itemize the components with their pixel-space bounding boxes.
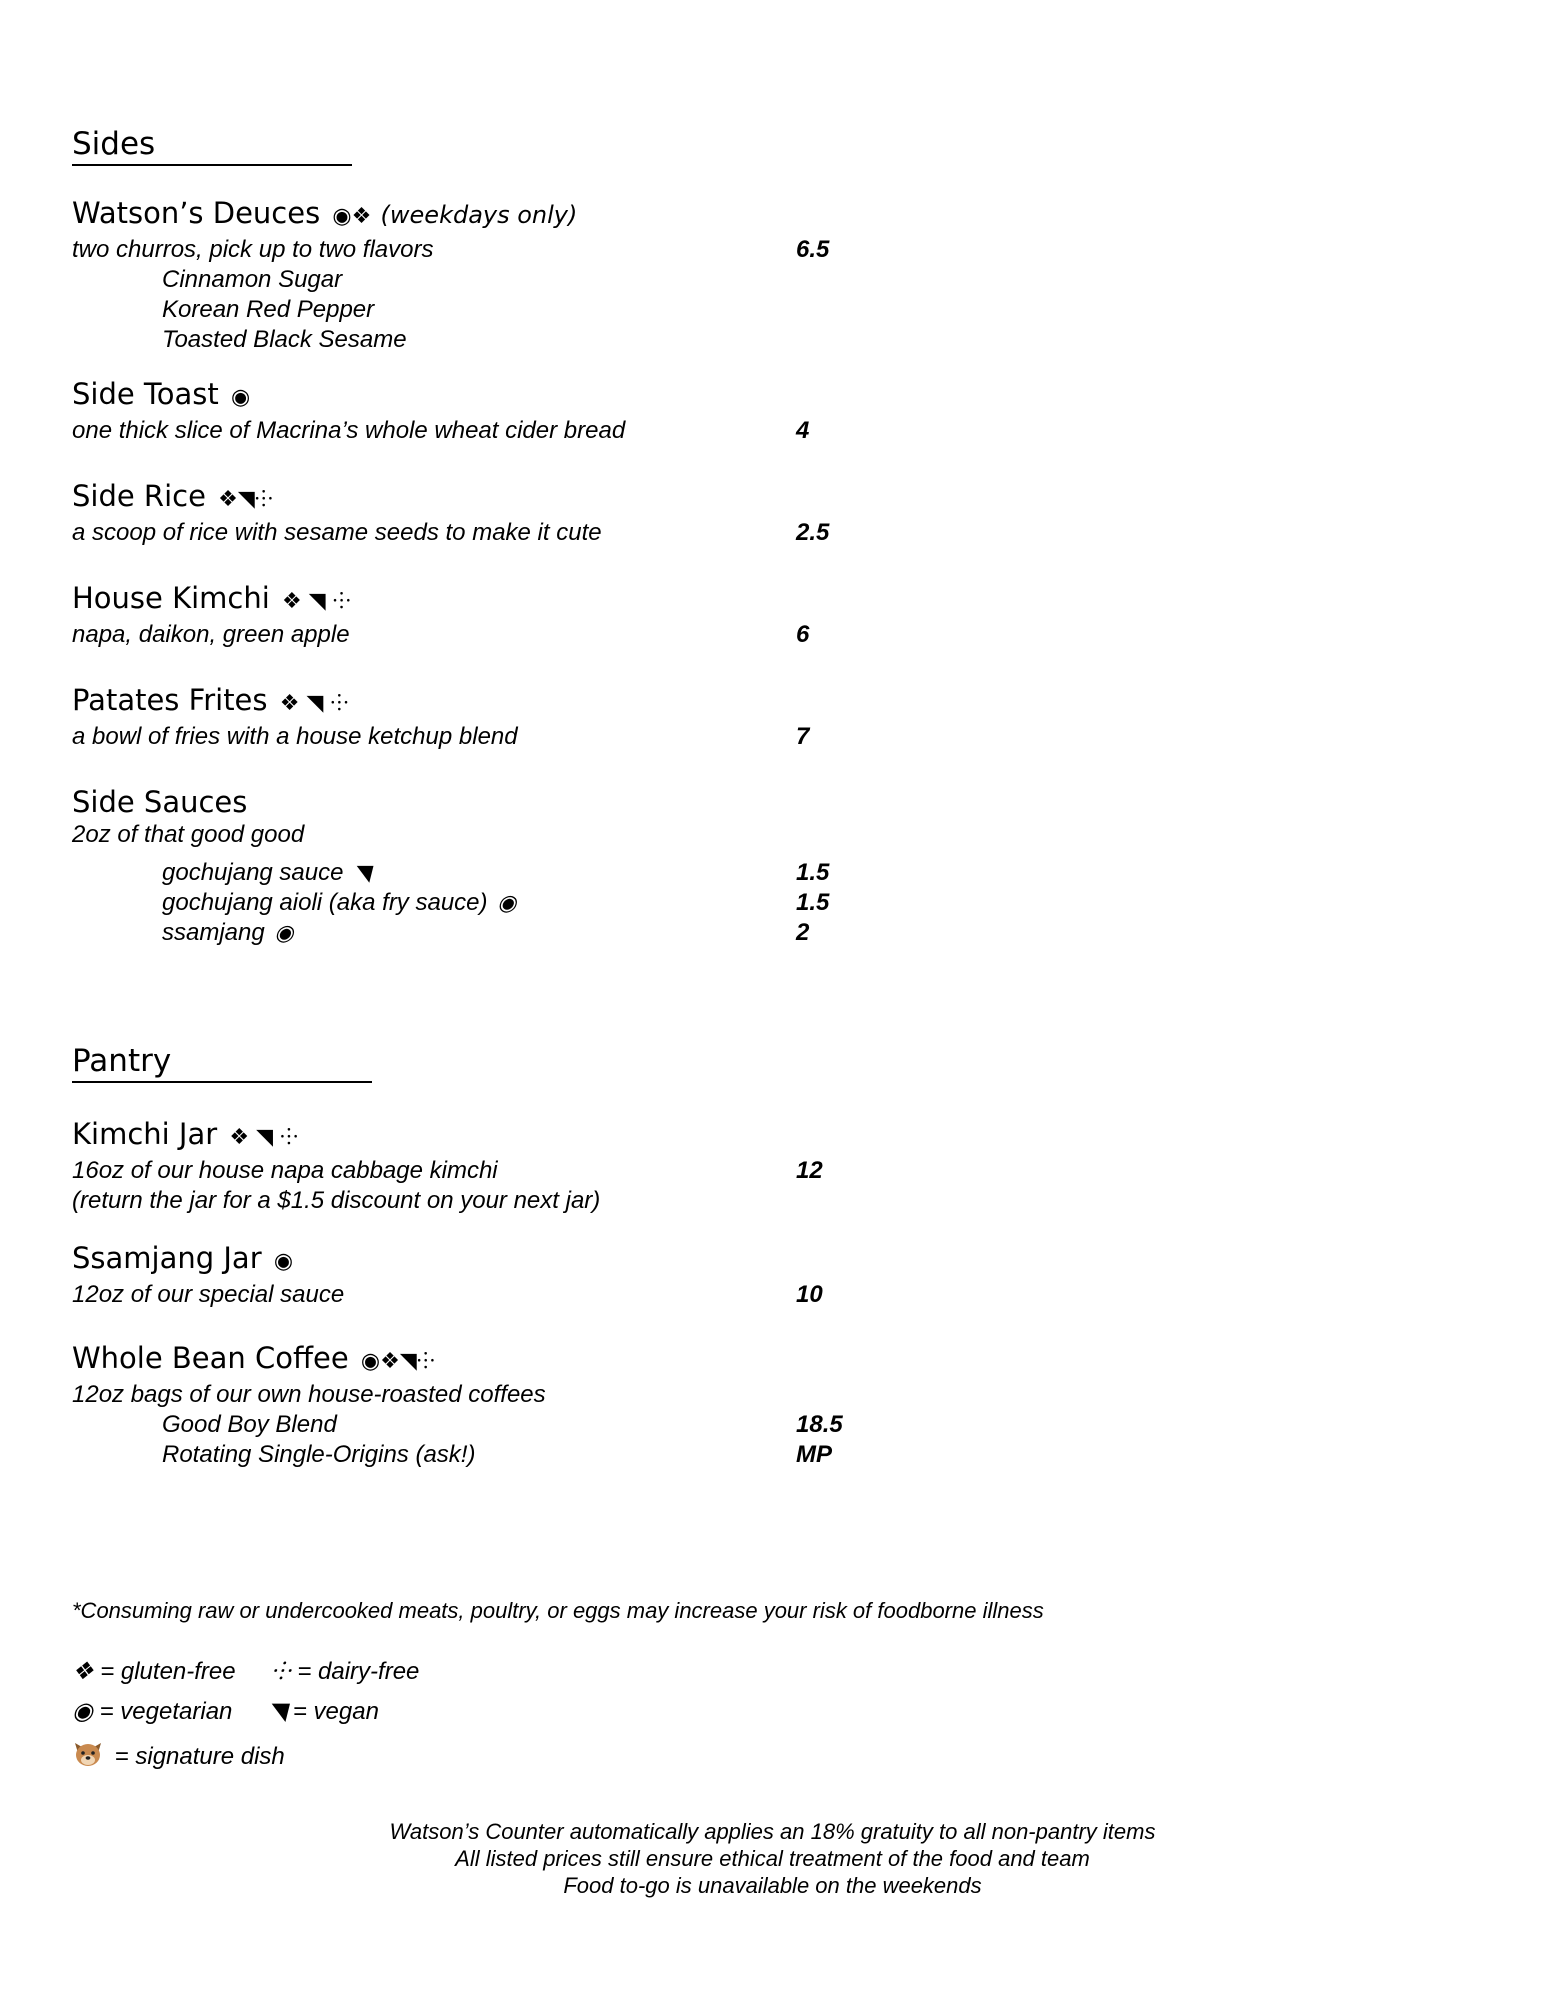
- diet-symbols-icon: ❖ ◥ ⸭: [282, 589, 351, 614]
- item-description: 12oz bags of our own house-roasted coffees: [72, 1381, 546, 1408]
- diet-symbols-icon: ◉: [273, 1249, 294, 1274]
- vegan-icon: ◥: [267, 1698, 287, 1725]
- item-note: (weekdays only): [380, 201, 578, 229]
- item-name: Whole Bean Coffee: [72, 1341, 349, 1375]
- legend-row-1: [72, 1656, 419, 1688]
- item-description: two churros, pick up to two flavors: [72, 236, 434, 263]
- dairy-free-icon: ⸭: [270, 1658, 291, 1685]
- menu-item-side-rice: [72, 478, 872, 548]
- item-price: 2.5: [796, 519, 830, 546]
- item-name: Ssamjang Jar: [72, 1241, 262, 1275]
- item-name: Side Rice: [72, 479, 206, 513]
- flavor-option: Cinnamon Sugar: [162, 266, 343, 293]
- item-description: napa, daikon, green apple: [72, 621, 350, 648]
- item-description: a bowl of fries with a house ketchup blend: [72, 723, 518, 750]
- item-price: 10: [796, 1281, 823, 1308]
- diet-symbols-icon: ◉: [230, 385, 251, 410]
- flavor-option: Toasted Black Sesame: [162, 326, 407, 353]
- item-name: House Kimchi: [72, 581, 270, 615]
- menu-item-side-toast: [72, 376, 872, 446]
- item-name: Patates Frites: [72, 683, 268, 717]
- item-description: 16oz of our house napa cabbage kimchi: [72, 1157, 498, 1184]
- diet-symbols-icon: ❖ ◥ ⸭: [279, 691, 349, 716]
- sides-heading: Sides: [72, 126, 352, 166]
- item-price: 7: [796, 723, 810, 750]
- legend-row-2: [72, 1696, 379, 1728]
- vegetarian-icon: ◉: [497, 890, 517, 915]
- item-price: 2: [796, 919, 810, 946]
- item-price: 4: [796, 417, 810, 444]
- item-price: 6: [796, 621, 810, 648]
- diet-symbols-icon: ◉❖: [332, 204, 372, 229]
- item-price: 6.5: [796, 236, 830, 263]
- pantry-heading: Pantry: [72, 1043, 372, 1083]
- ethics-note: All listed prices still ensure ethical treatment of the food and team: [455, 1846, 1090, 1871]
- legend-vegan: = vegan: [292, 1698, 379, 1725]
- menu-item-whole-bean-coffee: [72, 1340, 872, 1470]
- item-description: one thick slice of Macrina’s whole wheat cider bread: [72, 417, 626, 444]
- gluten-free-icon: ❖: [72, 1658, 94, 1685]
- item-name: Side Sauces: [72, 785, 248, 819]
- menu-item-watsons-deuces: [72, 195, 872, 355]
- footer-notes: [0, 1818, 1545, 1899]
- menu-item-kimchi-jar: [72, 1116, 872, 1216]
- diet-symbols-icon: ❖ ◥ ⸭: [229, 1125, 299, 1150]
- menu-item-side-sauces: [72, 784, 872, 948]
- coffee-option: Good Boy Blend 18.5: [162, 1411, 843, 1438]
- vegetarian-icon: ◉: [274, 920, 294, 945]
- item-price: 1.5: [796, 859, 830, 886]
- vegetarian-icon: ◉: [72, 1698, 93, 1725]
- vegan-icon: ◥: [353, 860, 371, 885]
- to-go-note: Food to-go is unavailable on the weekends: [563, 1873, 982, 1898]
- item-description: 2oz of that good good: [72, 821, 305, 848]
- legend-signature: = signature dish: [114, 1743, 285, 1770]
- legend-dairy-free: = dairy-free: [297, 1658, 420, 1685]
- item-description: 12oz of our special sauce: [72, 1281, 345, 1308]
- menu-item-patates-frites: [72, 682, 872, 752]
- flavor-option: Korean Red Pepper: [162, 296, 375, 323]
- sauce-option: gochujang aioli (aka fry sauce) ◉ 1.5: [162, 889, 830, 916]
- item-name: Watson’s Deuces: [72, 196, 321, 230]
- item-price: 18.5: [796, 1411, 843, 1438]
- item-price: 12: [796, 1157, 823, 1184]
- menu-item-house-kimchi: [72, 580, 872, 650]
- coffee-option: Rotating Single-Origins (ask!) MP: [162, 1441, 832, 1468]
- item-description: a scoop of rice with sesame seeds to make it cute: [72, 519, 602, 546]
- diet-symbols-icon: ◉❖◥⸭: [360, 1349, 435, 1374]
- legend-gluten-free: = gluten-free: [100, 1658, 236, 1685]
- item-price: MP: [796, 1441, 832, 1468]
- diet-symbols-icon: ❖◥⸭: [218, 487, 273, 512]
- menu-item-ssamjang-jar: [72, 1240, 872, 1310]
- raw-food-disclaimer: *Consuming raw or undercooked meats, poultry, or eggs may increase your risk of foodborne illness: [72, 1598, 1044, 1623]
- item-note: (return the jar for a $1.5 discount on your next jar): [72, 1187, 601, 1214]
- item-name: Kimchi Jar: [72, 1117, 218, 1151]
- dog-face-icon: [72, 1740, 104, 1768]
- sauce-option: gochujang sauce ◥ 1.5: [162, 859, 830, 886]
- legend-vegetarian: = vegetarian: [99, 1698, 233, 1725]
- sauce-option: ssamjang ◉ 2: [162, 919, 810, 946]
- gratuity-note: Watson’s Counter automatically applies an 18% gratuity to all non-pantry items: [389, 1819, 1156, 1844]
- legend-row-3: [72, 1740, 285, 1773]
- item-price: 1.5: [796, 889, 830, 916]
- item-name: Side Toast: [72, 377, 219, 411]
